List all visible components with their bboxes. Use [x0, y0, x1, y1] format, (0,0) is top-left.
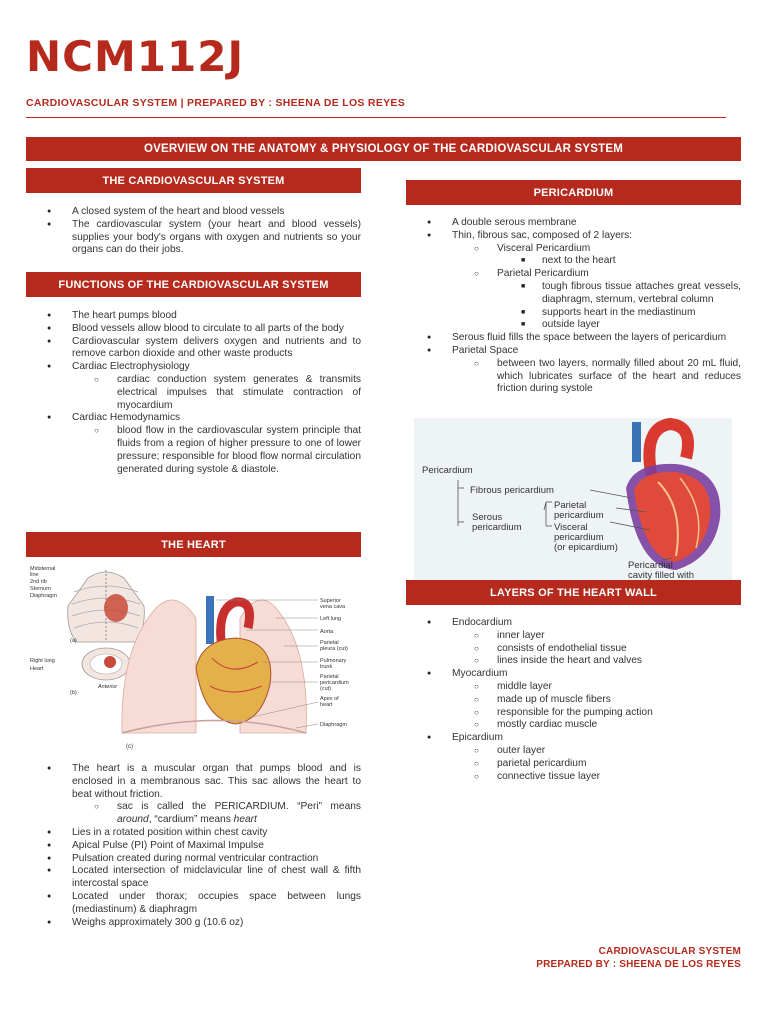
label-apex-of: Apex of: [320, 696, 339, 702]
label-fibrous-pericardium: Fibrous pericardium: [470, 485, 554, 496]
list-item: ● Pulsation created during normal ventricular contraction: [26, 853, 361, 866]
list-subitem: [26, 801, 361, 827]
label-vena-cava: vena cava: [320, 604, 346, 610]
label-visceral: Visceral: [554, 522, 588, 533]
list-item: ● Epicardium: [406, 732, 741, 745]
label-b: (b): [70, 690, 77, 696]
list-subitem: ○ inner layer: [406, 630, 741, 643]
list-subitem: ○ Visceral Pericardium: [406, 243, 741, 256]
functions-bullet-list: [26, 310, 361, 476]
label-apex-heart: heart: [320, 702, 333, 708]
label-pulmonary: Pulmonary: [320, 658, 347, 664]
label-parietal-pleura-1: Parietal: [320, 640, 339, 646]
list-item: ● Cardiac Electrophysiology: [26, 361, 361, 374]
label-or-epicardium: (or epicardium): [554, 542, 618, 553]
label-pericardium: Pericardium: [422, 465, 473, 476]
footer-title: CARDIOVASCULAR SYSTEM: [598, 946, 741, 957]
list-item: ● The heart is a muscular organ that pumps blood and is enclosed in a membranous sac. This sac allows the heart to beat without friction.: [26, 763, 361, 801]
label-midsternal: Midsternal: [30, 566, 56, 572]
list-subitem: ○ mostly cardiac muscle: [406, 719, 741, 732]
list-item: ● Cardiac Hemodynamics: [26, 412, 361, 425]
sac-text-b: , “cardium” means: [148, 814, 234, 826]
list-subitem: ○ consists of endothelial tissue: [406, 643, 741, 656]
list-item: ● A double serous membrane: [406, 217, 741, 230]
cross-section-illustration: [82, 648, 130, 680]
label-parietal-pericardium-3: (cut): [320, 686, 331, 692]
list-subsubitem: ■ outside layer: [406, 319, 741, 332]
label-cavity-filled-with: cavity filled with: [628, 570, 694, 580]
label-heart: Heart: [30, 666, 44, 672]
list-subitem: ○ connective tissue layer: [406, 771, 741, 784]
cvs-bullet-list: [26, 206, 361, 257]
list-item: ● Parietal Space: [406, 345, 741, 358]
label-diaphragm: Diaphragm: [30, 593, 57, 599]
label-parietal-pericardium-2: pericardium: [320, 680, 349, 686]
label-pericardial: Pericardial: [628, 560, 673, 571]
list-item: ● The heart pumps blood: [26, 310, 361, 323]
footer-author: PREPARED BY : SHEENA DE LOS REYES: [536, 959, 741, 970]
list-item: ● Located intersection of midclavicular line of chest wall & fifth intercostal space: [26, 865, 361, 891]
list-subitem: ○ between two layers, normally filled about 20 mL fluid, which lubricates surface of the heart and reduces friction during systole: [406, 358, 741, 396]
label-left-lung: Left lung: [320, 616, 342, 622]
list-subsubitem: ■ supports heart in the mediastinum: [406, 307, 741, 320]
pericardium-figure: [414, 418, 732, 580]
list-subitem: ○ Parietal Pericardium: [406, 268, 741, 281]
list-item: ● Serous fluid fills the space between the layers of pericardium: [406, 332, 741, 345]
label-line: line: [30, 572, 39, 578]
document-title: NCM112J: [26, 32, 245, 81]
list-item: ● Lies in a rotated position within chest cavity: [26, 827, 361, 840]
ribcage-illustration: [68, 570, 145, 642]
label-parietal-pericardium-1: Parietal: [320, 674, 339, 680]
label-anterior: Anterior: [98, 684, 118, 690]
label-parietal-pericardium: pericardium: [554, 510, 604, 521]
list-item: ● Weighs approximately 300 g (10.6 oz): [26, 917, 361, 930]
list-subsubitem: ■ tough fibrous tissue attaches great vessels, diaphragm, sternum, vertebral column: [406, 281, 741, 307]
list-subitem: ○ outer layer: [406, 745, 741, 758]
heart-location-figure: [26, 558, 361, 753]
list-subitem: ○ responsible for the pumping action: [406, 707, 741, 720]
list-item: ● Apical Pulse (PI) Point of Maximal Impulse: [26, 840, 361, 853]
list-subsubitem: ■ next to the heart: [406, 255, 741, 268]
label-superior: Superior: [320, 598, 341, 604]
heading-functions: FUNCTIONS OF THE CARDIOVASCULAR SYSTEM: [26, 272, 361, 297]
label-serous-pericardium: pericardium: [472, 522, 522, 533]
label-a: (a): [70, 638, 77, 644]
list-item: ● A closed system of the heart and blood vessels: [26, 206, 361, 219]
sac-text-em2: heart: [233, 814, 257, 826]
label-parietal-pleura-2: pleura (cut): [320, 646, 348, 652]
pericardium-bullet-list: [406, 217, 741, 396]
list-item: ● Endocardium: [406, 617, 741, 630]
list-item: ● Thin, fibrous sac, composed of 2 layers:: [406, 230, 741, 243]
list-item: ● Myocardium: [406, 668, 741, 681]
heading-pericardium: PERICARDIUM: [406, 180, 741, 205]
list-subitem: ○ parietal pericardium: [406, 758, 741, 771]
list-subitem: ○ cardiac conduction system generates & transmits electrical impulses that stimulate contraction of myocardium: [26, 374, 361, 412]
list-subitem: ○ made up of muscle fibers: [406, 694, 741, 707]
list-item: ● Located under thorax; occupies space between lungs (mediastinum) & diaphragm: [26, 891, 361, 917]
layers-bullet-list: [406, 617, 741, 783]
list-subitem: ○ middle layer: [406, 681, 741, 694]
label-sternum: Sternum: [30, 586, 51, 592]
label-trunk: trunk: [320, 664, 333, 670]
list-subitem: ○ lines inside the heart and valves: [406, 655, 741, 668]
label-visceral-pericardium: pericardium: [554, 532, 604, 543]
sac-text-a: sac is called the PERICARDIUM. “Peri” means: [117, 801, 361, 813]
list-subitem: ○ blood flow in the cardiovascular system principle that fluids from a region of higher pressure to one of lower pressure; responsible for blood flow normal circulation generated during systole & diastole.: [26, 425, 361, 476]
label-serous: Serous: [472, 512, 503, 523]
label-2nd-rib: 2nd rib: [30, 579, 47, 585]
heart-bullet-list: [26, 763, 361, 929]
main-banner: OVERVIEW ON THE ANATOMY & PHYSIOLOGY OF THE CARDIOVASCULAR SYSTEM: [26, 137, 741, 161]
header-divider: [26, 117, 726, 118]
label-parietal: Parietal: [554, 500, 587, 511]
list-item: ● Cardiovascular system delivers oxygen and nutrients and to remove carbon dioxide and other waste products: [26, 336, 361, 362]
sac-text-em1: around: [117, 814, 149, 826]
heading-layers-heart-wall: LAYERS OF THE HEART WALL: [406, 580, 741, 605]
document-subtitle: CARDIOVASCULAR SYSTEM | PREPARED BY : SHEENA DE LOS REYES: [26, 97, 406, 109]
heading-the-heart: THE HEART: [26, 532, 361, 557]
label-right-lung: Right lung: [30, 658, 55, 664]
list-item: ● The cardiovascular system (your heart and blood vessels) supplies your body's organs with oxygen and nutrients so your organs can do their jobs.: [26, 219, 361, 257]
label-aorta: Aorta: [320, 629, 334, 635]
label-c: (c): [126, 744, 133, 750]
list-item: ● Blood vessels allow blood to circulate to all parts of the body: [26, 323, 361, 336]
thorax-heart-illustration: [122, 596, 307, 733]
label-diaphragm-c: Diaphragm: [320, 722, 347, 728]
heading-cardiovascular-system: THE CARDIOVASCULAR SYSTEM: [26, 168, 361, 193]
